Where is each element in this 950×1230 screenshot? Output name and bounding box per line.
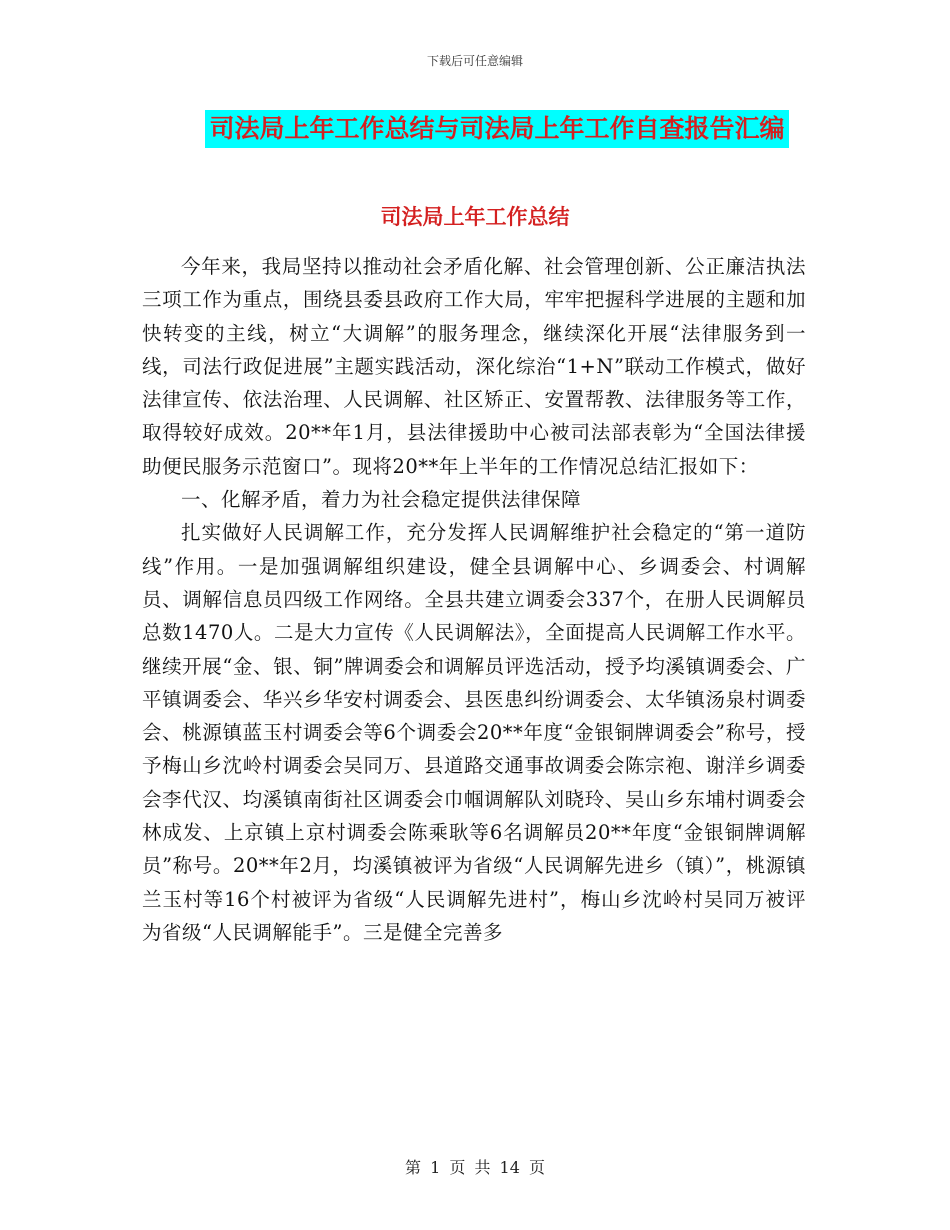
- paragraph-mediation: 扎实做好人民调解工作，充分发挥人民调解维护社会稳定的“第一道防线”作用。一是加强调解组织建设，健全县调解中心、乡调委会、村调解员、调解信息员四级工作网络。全县共建立调委会337个，在册人民调解员总数1470人。二是大力宣传《人民调解法》，全面提高人民调解工作水平。继续开展“金、银、铜”牌调委会和调解员评选活动，授予均溪镇调委会、广平镇调委会、华兴乡华安村调委会、县医患纠纷调委会、太华镇汤泉村调委会、桃源镇蓝玉村调委会等6个调委会20**年度“金银铜牌调委会”称号，授予梅山乡沈岭村调委会吴同万、县道路交通事故调委会陈宗袍、谢洋乡调委会李代汉、均溪镇南街社区调委会巾帼调解队刘晓玲、吴山乡东埔村调委会林成发、上京镇上京村调委会陈乘耿等6名调解员20**年度“金银铜牌调解员”称号。20**年2月，均溪镇被评为省级“人民调解先进乡（镇）”，桃源镇兰玉村等16个村被评为省级“人民调解先进村”，梅山乡沈岭村吴同万被评为省级“人民调解能手”。三是健全完善多: [142, 521, 806, 944]
- document-main-title: 司法局上年工作总结与司法局上年工作自查报告汇编: [205, 110, 788, 148]
- section-heading-1: 一、化解矛盾，着力为社会稳定提供法律保障: [181, 488, 582, 512]
- header-note: 下载后可任意编辑: [426, 54, 523, 68]
- page-number: 第 1 页 共 14 页: [405, 1158, 545, 1177]
- document-body: [142, 250, 806, 949]
- document-sub-title: 司法局上年工作总结: [380, 205, 570, 229]
- paragraph-intro: 今年来，我局坚持以推动社会矛盾化解、社会管理创新、公正廉洁执法三项工作为重点，围绕县委县政府工作大局，牢牢把握科学进展的主题和加快转变的主线，树立“大调解”的服务理念，继续深化开展“法律服务到一线，司法行政促进展”主题实践活动，深化综治“1+N”联动工作模式，做好法律宣传、依法治理、人民调解、社区矫正、安置帮教、法律服务等工作，取得较好成效。20**年1月，县法律援助中心被司法部表彰为“全国法律援助便民服务示范窗口”。现将20**年上半年的工作情况总结汇报如下：: [142, 255, 806, 478]
- main-title-container: [0, 110, 950, 148]
